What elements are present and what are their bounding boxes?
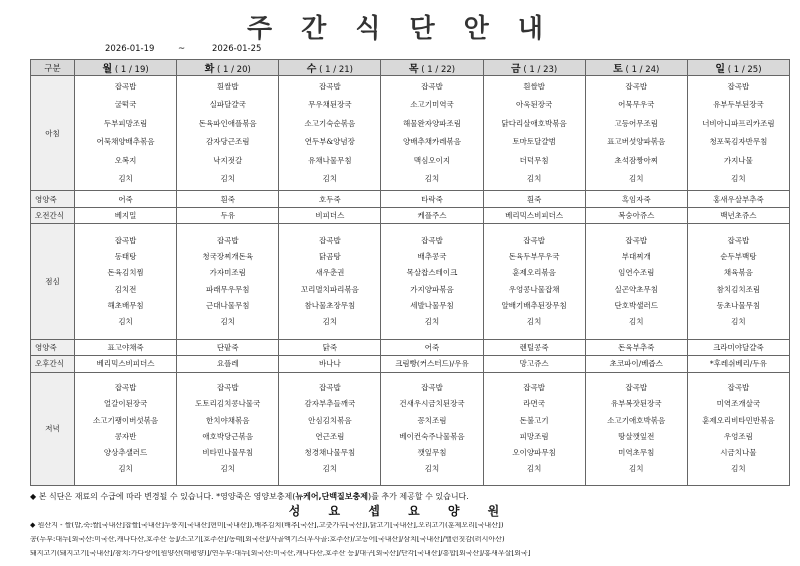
header-category: 구분	[31, 60, 75, 76]
menu-item: 우엉조림	[723, 431, 753, 441]
menu-item: 김치	[424, 174, 440, 184]
menu-cell: 흰죽	[177, 191, 279, 207]
menu-cell: 바나나	[279, 356, 381, 372]
menu-item: 잡곡밥	[727, 235, 750, 245]
menu-item: 너비아니파프리카조림	[702, 118, 775, 128]
meal-label: 저녁	[31, 372, 75, 485]
menu-cell	[279, 372, 381, 485]
meal-row-porridge2	[31, 339, 790, 355]
menu-item: 세발나물무침	[410, 300, 454, 310]
origin-line: 돼지고기(돼지고기[국내산]/참치:가다랑어[원양산(태평양)]/연두부:대두[외국산:미국산,캐나다산,호주산 등]/대구[외국산]/단각[국내산]/흥합[외국산]/홍새우살[외국]	[30, 550, 531, 557]
menu-cell: 흑임자죽	[585, 191, 687, 207]
note-suffix: )를 추가 제공할 수 있습니다.	[367, 492, 469, 501]
menu-cell: 복숭아쥬스	[585, 207, 687, 223]
meal-row-snack-afternoon	[31, 356, 790, 372]
menu-item: 미역초무침	[618, 448, 655, 458]
menu-item: 훈제오리비타민반볶음	[702, 415, 775, 425]
menu-item: 김치	[731, 317, 746, 327]
menu-item: 오복지	[114, 155, 137, 165]
menu-cell	[381, 224, 483, 339]
menu-item: 연두부&양념장	[304, 137, 355, 147]
menu-cell: 베리믹스비피더스	[75, 356, 177, 372]
menu-cell: 두유	[177, 207, 279, 223]
menu-cell	[687, 372, 789, 485]
menu-cell	[279, 224, 381, 339]
header-day-wed	[279, 60, 381, 76]
footer-note	[30, 491, 469, 502]
menu-item: 시금치나물	[720, 448, 757, 458]
menu-item: 김치	[424, 464, 440, 474]
menu-item: 유부두부된장국	[713, 100, 764, 110]
menu-item: 채육볶음	[723, 268, 753, 278]
menu-item: 해물완자양파조림	[403, 118, 461, 128]
menu-item: 비타민나물무침	[202, 448, 254, 458]
header-day-sat	[585, 60, 687, 76]
day-date: ( 1 / 22)	[421, 65, 456, 75]
menu-cell	[177, 76, 279, 191]
header-day-mon	[75, 60, 177, 76]
menu-item: 굴떡국	[114, 100, 137, 110]
menu-cell	[483, 76, 585, 191]
period-end-date: 2026-01-25	[212, 44, 262, 54]
menu-item: 감자당근조림	[205, 137, 250, 147]
menu-item: 돈육두부무우국	[508, 251, 560, 261]
menu-item: 김치	[629, 464, 644, 474]
menu-cell	[75, 372, 177, 485]
menu-item: 잡곡밥	[421, 81, 443, 91]
menu-cell: 흰죽	[483, 191, 585, 207]
header-day-fri	[483, 60, 585, 76]
menu-item: 김치	[731, 174, 746, 184]
menu-item: 임연수조림	[618, 268, 655, 278]
origin-line: 콩(두부:대두[외국산:미국산,캐나다산,호주산 등]/소고기[호주산]/동태[외국산]/사골엑기스(우사골:호주산)/고등어[국내산]/삼치[국내산]/밸런칫감(러시아산)	[30, 536, 505, 543]
meal-label: 오후간식	[31, 356, 75, 372]
header-day-tue	[177, 60, 279, 76]
meal-row-snack-morning	[31, 207, 790, 223]
menu-item: 잡곡밥	[318, 235, 341, 245]
menu-item: 맥심오이지	[413, 155, 451, 165]
menu-cell: 케플주스	[381, 207, 483, 223]
menu-item: 청경채나물무침	[304, 448, 356, 458]
menu-cell	[687, 224, 789, 339]
menu-item: 우엉콩나물잡채	[508, 284, 560, 294]
menu-cell: 망고쥬스	[483, 356, 585, 372]
menu-item: 어묵채양배추볶음	[96, 137, 155, 147]
menu-cell	[585, 76, 687, 191]
menu-cell: 닭죽	[279, 339, 381, 355]
menu-cell	[177, 224, 279, 339]
menu-item: 미역조개살국	[716, 399, 761, 409]
header-row	[31, 60, 790, 76]
menu-item: 흰쌀밥	[523, 81, 545, 91]
menu-cell	[75, 76, 177, 191]
menu-item: 파래무우무침	[205, 284, 250, 294]
page-title: 주 간 식 단 안 내	[247, 14, 553, 44]
menu-item: 김치	[424, 317, 440, 327]
menu-cell	[381, 76, 483, 191]
header-day-thu	[381, 60, 483, 76]
menu-item: 잡곡밥	[625, 235, 648, 245]
period-start-date: 2026-01-19	[105, 44, 155, 54]
menu-cell	[75, 224, 177, 339]
menu-cell: 돈육부추죽	[585, 339, 687, 355]
menu-cell: 렌틸콩죽	[483, 339, 585, 355]
menu-item: 목살찹스테이크	[406, 268, 458, 278]
menu-item: 김치	[629, 317, 644, 327]
meal-row-dinner	[31, 372, 790, 485]
menu-item: 김치	[118, 174, 133, 184]
menu-item: 잡곡밥	[727, 382, 750, 392]
menu-item: 잡곡밥	[114, 235, 137, 245]
meal-label: 점심	[31, 224, 75, 339]
menu-item: 잡곡밥	[216, 235, 239, 245]
menu-cell: 요플레	[177, 356, 279, 372]
menu-item: 청포묵김자반무침	[709, 137, 768, 147]
day-name: 수	[306, 64, 317, 75]
menu-item: 꽁치조림	[417, 415, 447, 425]
menu-item: 한치야채볶음	[205, 415, 250, 425]
menu-cell	[177, 372, 279, 485]
meal-row-porridge1	[31, 191, 790, 207]
weekly-menu-table	[30, 59, 790, 486]
menu-cell: 어죽	[75, 191, 177, 207]
menu-item: 표고버섯양파볶음	[607, 137, 666, 147]
menu-item: 도토리김치콩나물국	[195, 399, 261, 409]
menu-item: 잡곡밥	[625, 382, 648, 392]
menu-item: 오이양파무침	[512, 448, 556, 458]
menu-cell	[381, 372, 483, 485]
menu-item: 동태탕	[114, 251, 137, 261]
day-name: 화	[204, 64, 215, 75]
menu-item: 유부복잣된장국	[610, 399, 662, 409]
menu-cell: 단팥죽	[177, 339, 279, 355]
note-mid: *영양죽은 영양보충제(	[216, 492, 296, 501]
menu-item: 잡곡밥	[523, 382, 545, 392]
menu-cell	[483, 224, 585, 339]
menu-cell: 크림빵(커스터드)/우유	[381, 356, 483, 372]
menu-item: 애호박당근볶음	[202, 431, 254, 441]
menu-item: 알배기배추된장무침	[501, 300, 567, 310]
origin-line: ◆ 원산지 - 쌀(밥,죽:쌀[국내산]찹쌀[국내산]누룽지[국내산]현미[국내산]),배추김치(배추[국산],고춧가루[국산]),닭고기[국내산],오리고기(훈제오리[국내산])	[30, 522, 504, 529]
menu-cell: 비피더스	[279, 207, 381, 223]
menu-item: 새우춘권	[315, 268, 345, 278]
header-day-sun	[687, 60, 789, 76]
meal-label: 영양죽	[31, 339, 75, 355]
note-bold: 뉴케어,단백질보충제	[295, 492, 368, 501]
menu-item: 김치	[220, 317, 235, 327]
menu-item: 김치	[629, 174, 644, 184]
menu-cell	[279, 76, 381, 191]
period-separator: ~	[178, 44, 186, 54]
menu-item: 동초나물무침	[716, 300, 761, 310]
menu-item: 가지양파볶음	[410, 284, 454, 294]
menu-item: 잡곡밥	[727, 81, 750, 91]
day-date: ( 1 / 24)	[625, 65, 660, 75]
menu-item: 무우채된장국	[308, 100, 352, 110]
menu-item: 돈불고기	[519, 415, 549, 425]
day-date: ( 1 / 25)	[727, 65, 762, 75]
note-prefix: ◆ 본 식단은 재료의 수급에 따라 변경될 수 있습니다.	[30, 492, 214, 501]
menu-item: 잡곡밥	[421, 382, 443, 392]
menu-item: 잡곡밥	[421, 235, 443, 245]
menu-item: 배추콩국	[417, 251, 447, 261]
menu-item: 소고기미역국	[410, 100, 454, 110]
menu-item: 안심김치볶음	[308, 415, 352, 425]
menu-item: 닭곰탕	[318, 251, 341, 261]
menu-item: 김치	[731, 464, 746, 474]
menu-item: 잡곡밥	[216, 382, 239, 392]
meal-label: 영양죽	[31, 191, 75, 207]
menu-item: 해초배무침	[107, 300, 144, 310]
menu-item: 김치전	[114, 284, 137, 294]
menu-item: 연근조림	[315, 431, 345, 441]
menu-item: 더덕무침	[519, 155, 549, 165]
menu-item: 실파달걀국	[209, 100, 246, 110]
menu-item: 가자미조림	[209, 268, 246, 278]
menu-cell: 초코파이/베즙스	[585, 356, 687, 372]
day-date: ( 1 / 23)	[523, 65, 558, 75]
menu-item: 잡곡밥	[523, 235, 545, 245]
day-name: 월	[102, 64, 113, 75]
menu-item: 땅살깻잎전	[618, 431, 655, 441]
menu-item: 김치	[118, 464, 133, 474]
meal-label: 오전간식	[31, 207, 75, 223]
menu-item: 참나물초장무침	[304, 300, 356, 310]
menu-item: 양상추샐러드	[103, 448, 148, 458]
menu-cell: 베리믹스비피더스	[483, 207, 585, 223]
menu-cell: 크라미야달걀죽	[687, 339, 789, 355]
menu-item: 피망조림	[519, 431, 549, 441]
menu-cell	[687, 76, 789, 191]
menu-item: 소고기숙순볶음	[304, 118, 356, 128]
menu-item: 초석잠짱아찌	[614, 155, 659, 165]
menu-item: 순두부백탕	[720, 251, 757, 261]
menu-item: 라면국	[523, 399, 545, 409]
menu-item: 근대나물무침	[205, 300, 250, 310]
menu-cell: 표고야채죽	[75, 339, 177, 355]
menu-cell: 베지밀	[75, 207, 177, 223]
menu-cell: 어죽	[381, 339, 483, 355]
menu-item: 콩자반	[114, 431, 137, 441]
menu-item: 꼬리멸치파리볶음	[300, 284, 359, 294]
menu-item: 양배추채카레볶음	[403, 137, 461, 147]
menu-item: 감자부추들깨국	[304, 399, 356, 409]
day-name: 토	[613, 64, 623, 75]
menu-item: 청국장찌개돈육	[202, 251, 254, 261]
menu-item: 어묵무우국	[618, 100, 655, 110]
meal-row-breakfast	[31, 76, 790, 191]
menu-item: 잡곡밥	[625, 81, 648, 91]
menu-item: 돈육파인애플볶음	[198, 118, 257, 128]
menu-cell: 호두죽	[279, 191, 381, 207]
menu-item: 부대찌개	[621, 251, 651, 261]
menu-item: 소고기팽이버섯볶음	[92, 415, 159, 425]
menu-item: 김치	[526, 174, 542, 184]
meal-row-lunch	[31, 224, 790, 339]
day-name: 금	[511, 64, 521, 75]
menu-item: 토마토달걀범	[512, 137, 556, 147]
menu-item: 잡곡밥	[114, 382, 137, 392]
meal-label: 아침	[31, 76, 75, 191]
menu-item: 베이컨숙주나물볶음	[399, 431, 465, 441]
menu-item: 유채나물무침	[308, 155, 352, 165]
menu-item: 실곤약초무침	[614, 284, 659, 294]
menu-item: 고등어무조림	[614, 118, 659, 128]
menu-item: 아욱된장국	[516, 100, 553, 110]
menu-item: 낙지젓갈	[213, 155, 243, 165]
menu-item: 김치	[220, 174, 235, 184]
menu-item: 돈육김치찜	[107, 268, 144, 278]
day-date: ( 1 / 21)	[319, 65, 353, 75]
menu-item: 김치	[220, 464, 235, 474]
menu-cell: 홍새우살부추죽	[687, 191, 789, 207]
day-date: ( 1 / 20)	[216, 65, 251, 75]
menu-item: 참치김치조림	[716, 284, 761, 294]
organization-name: 성 요 셉 요 양 원	[288, 504, 512, 518]
menu-cell: *후레쉬베리/두유	[687, 356, 789, 372]
menu-item: 김치	[118, 317, 133, 327]
menu-item: 김치	[322, 174, 338, 184]
menu-item: 잡곡밥	[114, 81, 137, 91]
menu-item: 닭다리살애호박볶음	[501, 118, 567, 128]
menu-item: 소고기애호박볶음	[607, 415, 666, 425]
menu-item: 잡곡밥	[318, 81, 341, 91]
menu-item: 깻잎무침	[417, 448, 447, 458]
menu-item: 김치	[526, 317, 542, 327]
menu-item: 김치	[526, 464, 542, 474]
menu-item: 단호박샐러드	[614, 300, 659, 310]
menu-cell: 백년초쥬스	[687, 207, 789, 223]
menu-item: 김치	[322, 464, 338, 474]
day-name: 일	[715, 64, 725, 75]
menu-item: 건새우시금치된장국	[399, 399, 465, 409]
menu-cell	[585, 372, 687, 485]
menu-item: 김치	[322, 317, 338, 327]
menu-item: 흰쌀밥	[216, 81, 239, 91]
day-date: ( 1 / 19)	[114, 65, 149, 75]
menu-item: 두부피망조림	[103, 118, 148, 128]
menu-item: 훈제오리볶음	[512, 268, 556, 278]
menu-cell: 타락죽	[381, 191, 483, 207]
menu-item: 잡곡밥	[318, 382, 341, 392]
day-name: 목	[408, 64, 419, 75]
menu-cell	[585, 224, 687, 339]
menu-item: 가지나물	[723, 155, 753, 165]
menu-cell	[483, 372, 585, 485]
menu-item: 얼갈이된장국	[103, 399, 148, 409]
